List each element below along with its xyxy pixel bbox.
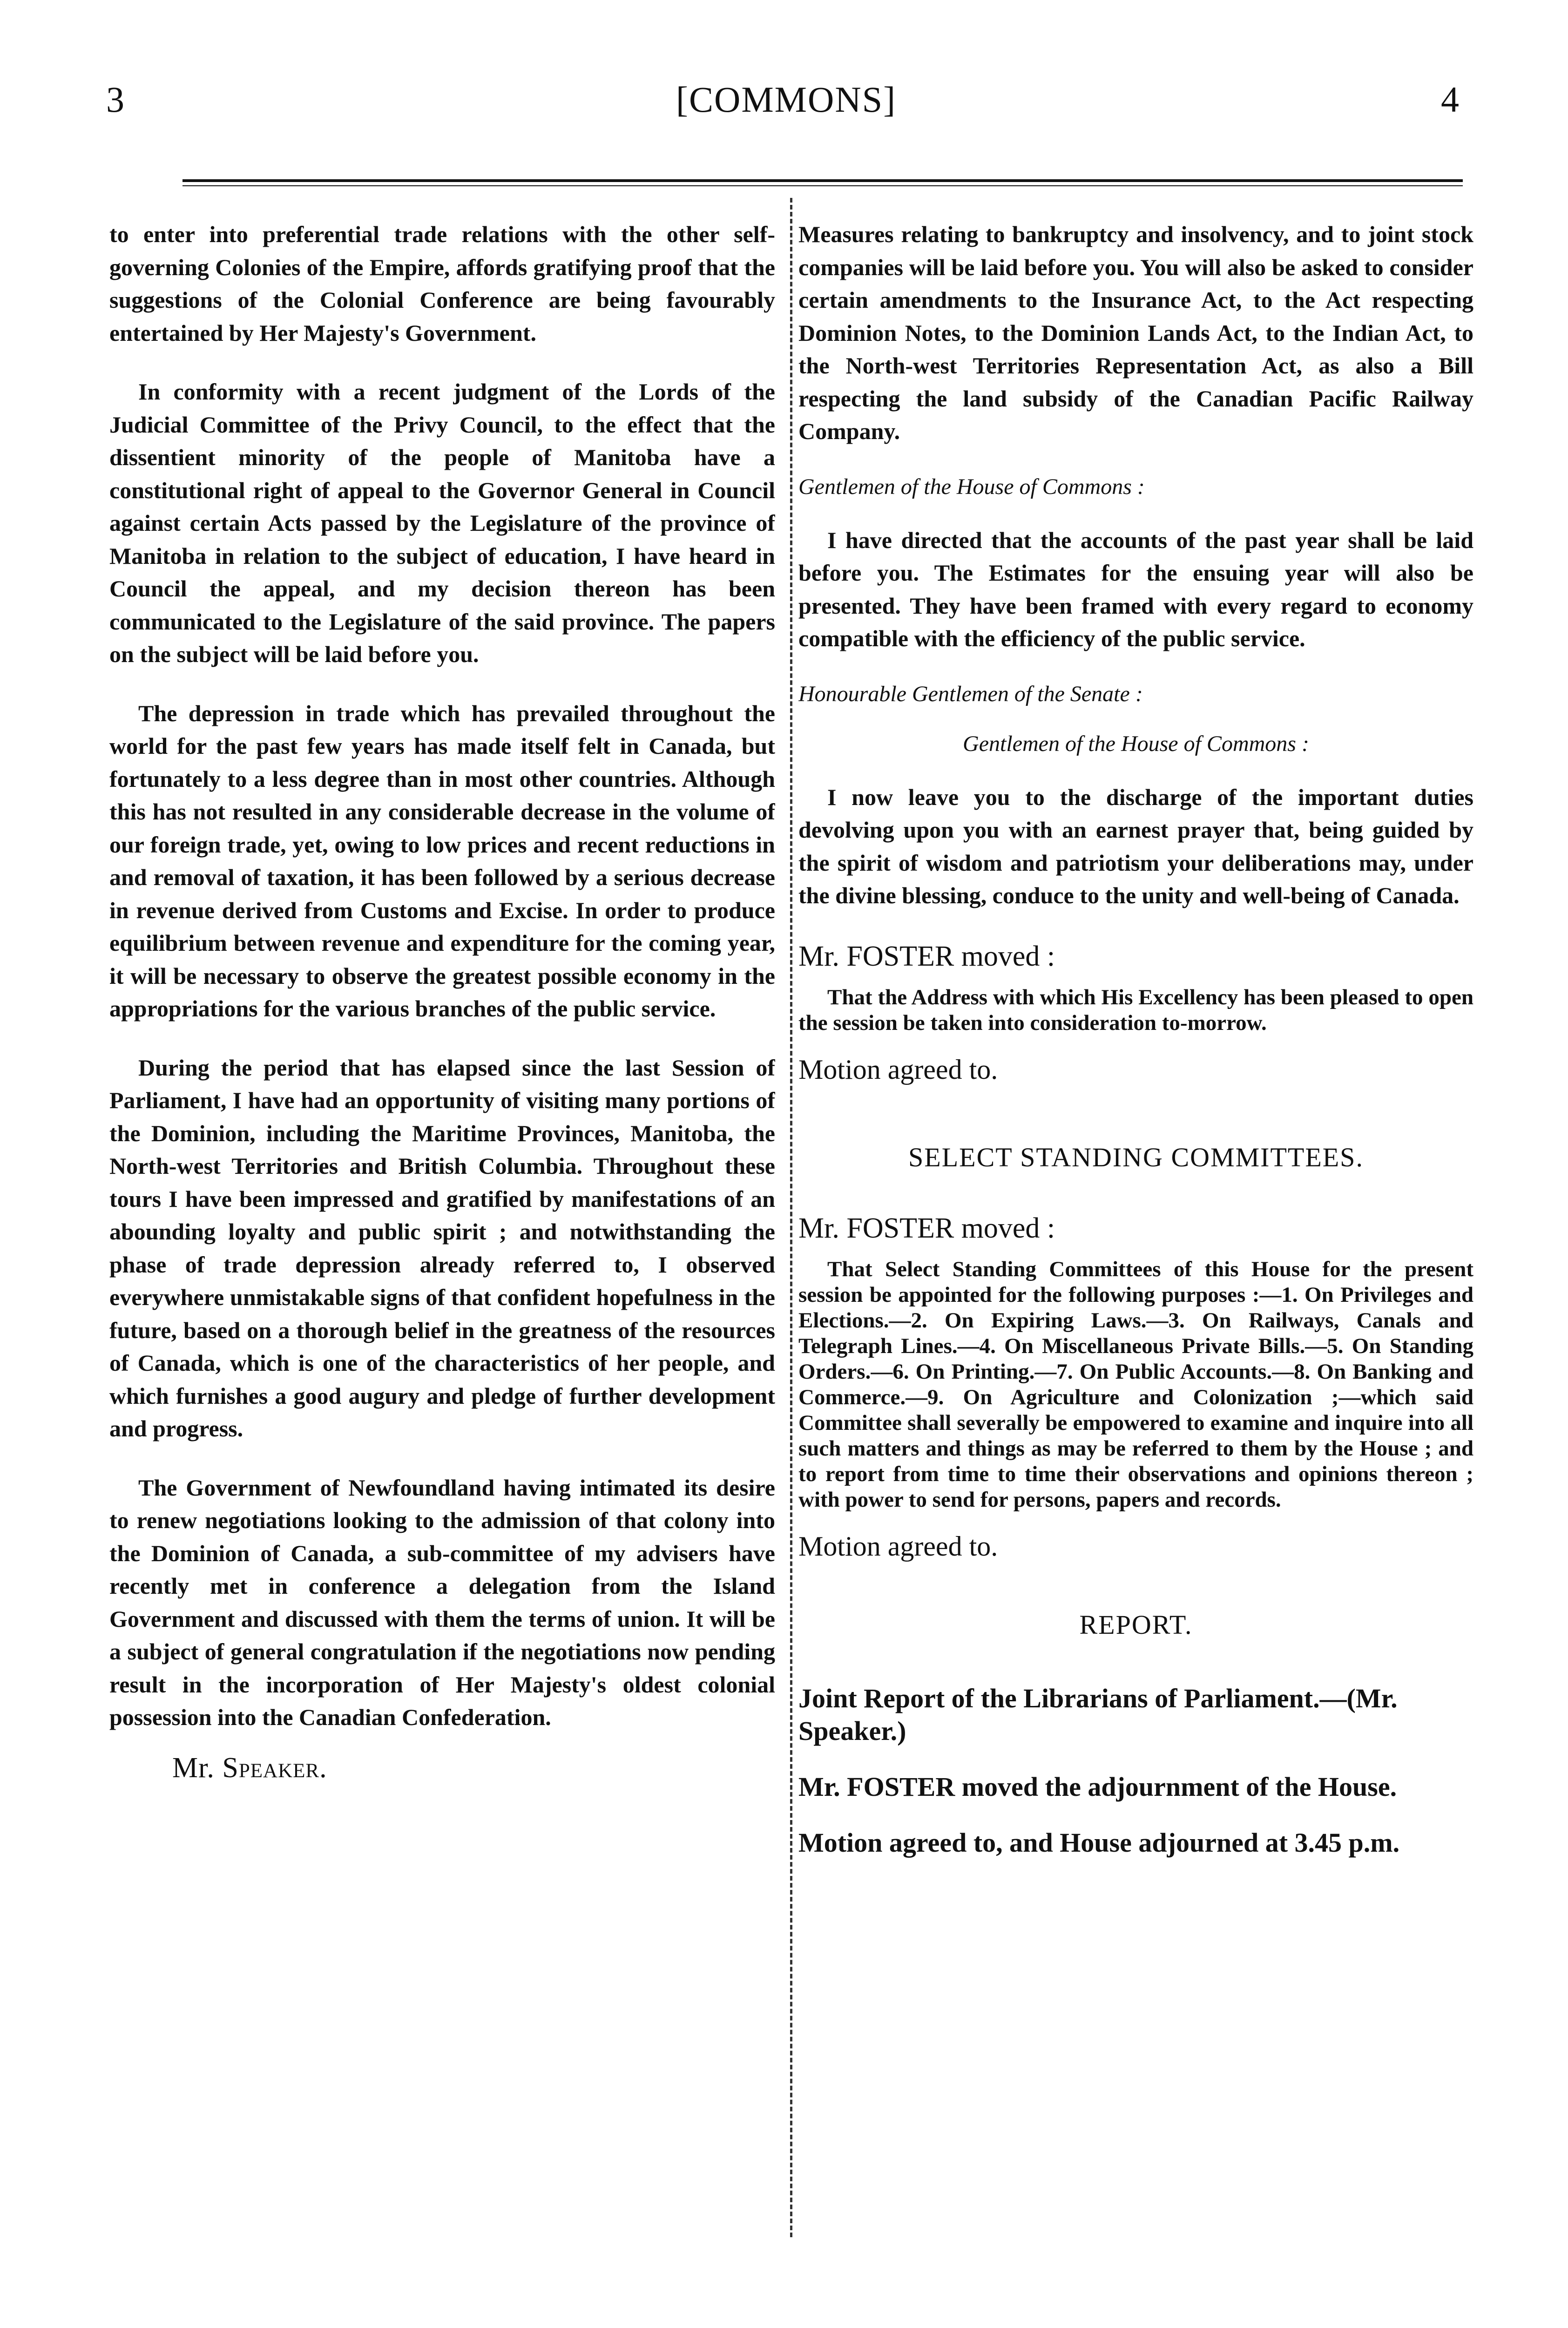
address-senate-heading: Honourable Gentlemen of the Senate : <box>798 681 1143 706</box>
report-heading: REPORT. <box>1079 1609 1193 1640</box>
left-column <box>109 218 775 2248</box>
paragraph-measures: Measures relating to bankruptcy and insolvency, and to joint stock companies will be laid before you. You will also be asked to consider certain amendments to the Insurance Act, to the Act respecting Dominion Notes, to the Dominion Lands Act, to the Indian Act, to the North-west Territories Representation Act, as also a Bill respecting the land subsidy of the Canadian Pacific Railway Company. <box>798 221 1473 444</box>
paragraph-trade-depression: The depression in trade which has prevailed throughout the world for the past few years has made itself felt in Canada, but fortunately to a less degree than in most other countries. Although this has not resulted in any considerable decrease in the volume of our foreign trade, yet, owing to low prices and recent reductions in and removal of taxation, it has been followed by a serious decrease in revenue derived from Customs and Excise. In order to produce equilibrium between revenue and expenditure for the coming year, it will be necessary to observe the greatest possible economy in the appropriations for the various branches of the public service. <box>109 700 775 1022</box>
header-rule-thick <box>182 179 1463 182</box>
column-divider <box>790 198 792 2237</box>
header-rule-thin <box>182 185 1463 186</box>
paragraph-manitoba-appeal: In conformity with a recent judgment of the Lords of the Judicial Committee of the Privy Council, to the effect that the dissentient minority of the people of Manitoba have a constitutional right of appeal to the Governor General in Council against certain Acts passed by the Legislature of the province of Manitoba in relation to the subject of education, I have heard in Council the appeal, and my decision thereon has been communicated to the Legislature of the said province. The papers on the subject will be laid before you. <box>109 379 775 667</box>
left-page-number: 3 <box>106 79 124 120</box>
paragraph-newfoundland: The Government of Newfoundland having intimated its desire to renew negotiations looking to the admission of that colony into the Dominion of Canada, a sub-committee of my advisers have recently met in conference a delegation from the Island Government and discussed with them the terms of union. It will be a subject of general congratulation if the negotiations now pending result in the incorporation of Her Majesty's oldest colonial possession into the Canadian Confederation. <box>109 1474 775 1730</box>
motion-committees-text: That Select Standing Committees of this House for the present session be appointed for the following purposes :—1. On Privileges and Elections.—2. On Expiring Laws.—3. On Railways, Canals and Telegraph Lines.—4. On Miscellaneous Private Bills.—5. On Standing Orders.—6. On Printing.—7. On Public Accounts.—8. On Banking and Commerce.—9. On Agriculture and Colonization ;—which said Committee shall severally be empowered to examine and inquire into all such matters and things as may be referred to them by the House ; and to report from time to time their observations and opinions thereon ; with power to send for persons, papers and records. <box>798 1257 1473 1512</box>
joint-report-line: Joint Report of the Librarians of Parliament.—(Mr. Speaker.) <box>798 1683 1398 1746</box>
foster-moved-committees: Mr. FOSTER moved : <box>798 1212 1055 1244</box>
signature-name: Speaker. <box>222 1752 327 1784</box>
paragraph-accounts: I have directed that the accounts of the past year shall be laid before you. The Estimates for the ensuing year will also be presented. They have been framed with every regard to economy compatible with the efficiency of the public service. <box>798 527 1473 651</box>
motion-agreed-2: Motion agreed to. <box>798 1530 998 1562</box>
address-commons-heading: Gentlemen of the House of Commons : <box>798 474 1145 499</box>
right-column <box>798 218 1473 2248</box>
address-commons-heading-2: Gentlemen of the House of Commons : <box>963 731 1309 756</box>
select-committees-heading: SELECT STANDING COMMITTEES. <box>908 1142 1364 1172</box>
signature-prefix: Mr. <box>172 1752 223 1784</box>
paragraph-preferential-trade: to enter into preferential trade relations with the other self-governing Colonies of the Empire, affords gratifying proof that the suggestions of the Colonial Conference are being favourably entertained by Her Majesty's Government. <box>109 221 775 346</box>
motion-address-text: That the Address with which His Excellency has been pleased to open the session be taken into consideration to-morrow. <box>798 985 1473 1035</box>
speaker-signature <box>172 1752 775 1785</box>
foster-moved-address: Mr. FOSTER moved : <box>798 940 1055 972</box>
page-header-title: [COMMONS] <box>676 79 897 120</box>
paragraph-dominion-tours: During the period that has elapsed since the last Session of Parliament, I have had an opportunity of visiting many portions of the Dominion, including the Maritime Provinces, Manitoba, the North-west Territories and British Columbia. Throughout these tours I have been impressed and gratified by manifestations of an abounding loyalty and public spirit ; and notwithstanding the phase of trade depression already referred to, I observed everywhere unmistakable signs of that confident hopefulness in the future, based on a thorough belief in the greatness of the resources of Canada, which is one of the characteristics of her people, and which furnishes a good augury and pledge of further development and progress. <box>109 1054 775 1441</box>
paragraph-leave: I now leave you to the discharge of the important duties devolving upon you with an earnest prayer that, being guided by the spirit of wisdom and patriotism your deliberations may, under the divine blessing, conduce to the unity and well-being of Canada. <box>798 784 1473 908</box>
house-adjourned-line: Motion agreed to, and House adjourned at 3.45 p.m. <box>798 1827 1400 1858</box>
adjournment-motion: Mr. FOSTER moved the adjournment of the House. <box>798 1771 1397 1802</box>
motion-agreed-1: Motion agreed to. <box>798 1054 998 1085</box>
right-page-number: 4 <box>1441 79 1459 120</box>
